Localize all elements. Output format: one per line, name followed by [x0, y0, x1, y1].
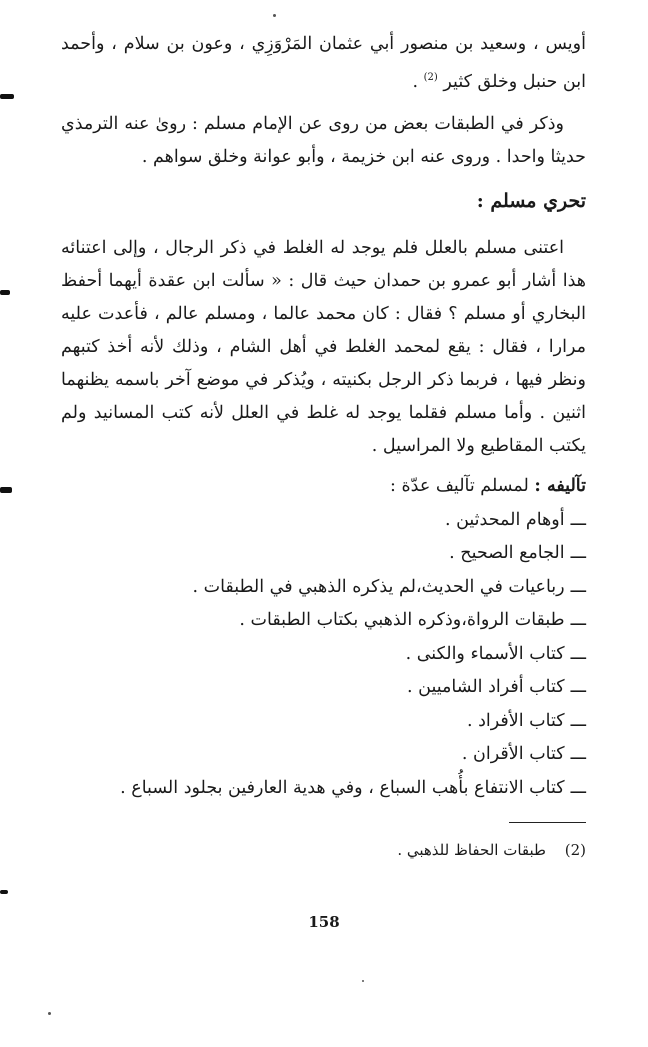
list-item: [56, 504, 586, 538]
works-list: [56, 504, 586, 806]
top-paragraph-end: .: [412, 71, 419, 92]
scan-mark: [0, 290, 10, 295]
list-item-text: كتاب الأسماء والكنى .: [405, 643, 565, 664]
tabaqat-paragraph-text: وذكر في الطبقات بعض من روى عن الإمام مسلم : روىٰ عنه الترمذي حديثا واحدا . وروى عنه ابن خزيمة ، وأبو عوانة وخلق سواهم .: [61, 114, 586, 167]
dash-marker: ـــ: [570, 710, 586, 731]
scan-mark: [0, 487, 12, 493]
section-heading: تحري مسلم :: [476, 190, 586, 212]
list-item-text: كتاب الأفراد .: [466, 710, 565, 731]
scan-speck: [273, 14, 276, 17]
scan-speck: [362, 980, 364, 982]
dash-marker: ـــ: [570, 576, 586, 597]
dash-marker: ـــ: [570, 543, 586, 563]
footnote-number: (2): [564, 841, 586, 859]
dash-marker: ـــ: [570, 610, 586, 630]
footnote-reference[interactable]: (2): [423, 72, 438, 83]
list-item-text: طبقات الرواة،وذكره الذهبي بكتاب الطبقات .: [239, 610, 565, 630]
tabaqat-paragraph: [61, 108, 586, 174]
works-section: [56, 470, 586, 805]
list-item: [56, 705, 586, 739]
list-item-text: كتاب أفراد الشاميين .: [407, 677, 565, 697]
works-intro: لمسلم تآليف عدّة :: [390, 476, 529, 496]
list-item: [56, 772, 586, 806]
tahari-paragraph-text: اعتنى مسلم بالعلل فلم يوجد له الغلط في ذكر الرجال ، وإلى اعتنائه هذا أشار أبو عمرو بن حمدان حيث قال : « سألت ابن عقدة أيهما أحفظ البخاري أو مسلم ؟ فقال : كان محمد عالما ، ومسلم عالم ، فأعدت عليه مرارا ، فقال : يقع لمحمد الغلط في أهل الشام ، وذلك لأنه أخذ كتبهم ونظر فيها ، فربما ذكر الرجل بكنيته ، ويُذكر في موضع آخر باسمه يظنهما اثنين . وأما مسلم فقلما يوجد له غلط في العلل لأنه كتب المسانيد ولم يكتب المقاطيع ولا المراسيل .: [61, 238, 586, 456]
list-item: [56, 604, 586, 638]
top-paragraph-text: أويس ، وسعيد بن منصور أبي عثمان المَرْوَزِي ، وعون بن سلام ، وأحمد ابن حنبل وخلق كثير: [61, 34, 586, 92]
footnote-text: طبقات الحفاظ للذهبي .: [397, 841, 546, 859]
footnote-divider: [509, 822, 586, 823]
list-item: [56, 638, 586, 672]
dash-marker: ـــ: [570, 677, 586, 697]
tahari-paragraph: [61, 232, 586, 463]
list-item-text: الجامع الصحيح .: [449, 543, 565, 563]
dash-marker: ـــ: [570, 509, 586, 530]
footnote: [61, 838, 586, 862]
list-item-text: كتاب الانتفاع بأُهب السباع ، وفي هدية العارفين بجلود السباع .: [120, 777, 565, 798]
dash-marker: ـــ: [570, 777, 586, 798]
scan-mark: [0, 890, 8, 894]
list-item-text: رباعيات في الحديث،لم يذكره الذهبي في الطبقات .: [192, 576, 565, 597]
list-item-text: كتاب الأقران .: [461, 744, 565, 764]
list-item: [56, 537, 586, 571]
scan-speck: [48, 1012, 51, 1015]
list-item: [56, 738, 586, 772]
dash-marker: ـــ: [570, 744, 586, 764]
list-item-text: أوهام المحدثين .: [444, 509, 565, 530]
top-paragraph: [61, 28, 586, 99]
page-number: 158: [308, 913, 340, 931]
scan-mark: [0, 94, 14, 99]
list-item: [56, 571, 586, 605]
dash-marker: ـــ: [570, 643, 586, 664]
list-item: [56, 671, 586, 705]
works-heading: تآليفه :: [534, 476, 586, 496]
